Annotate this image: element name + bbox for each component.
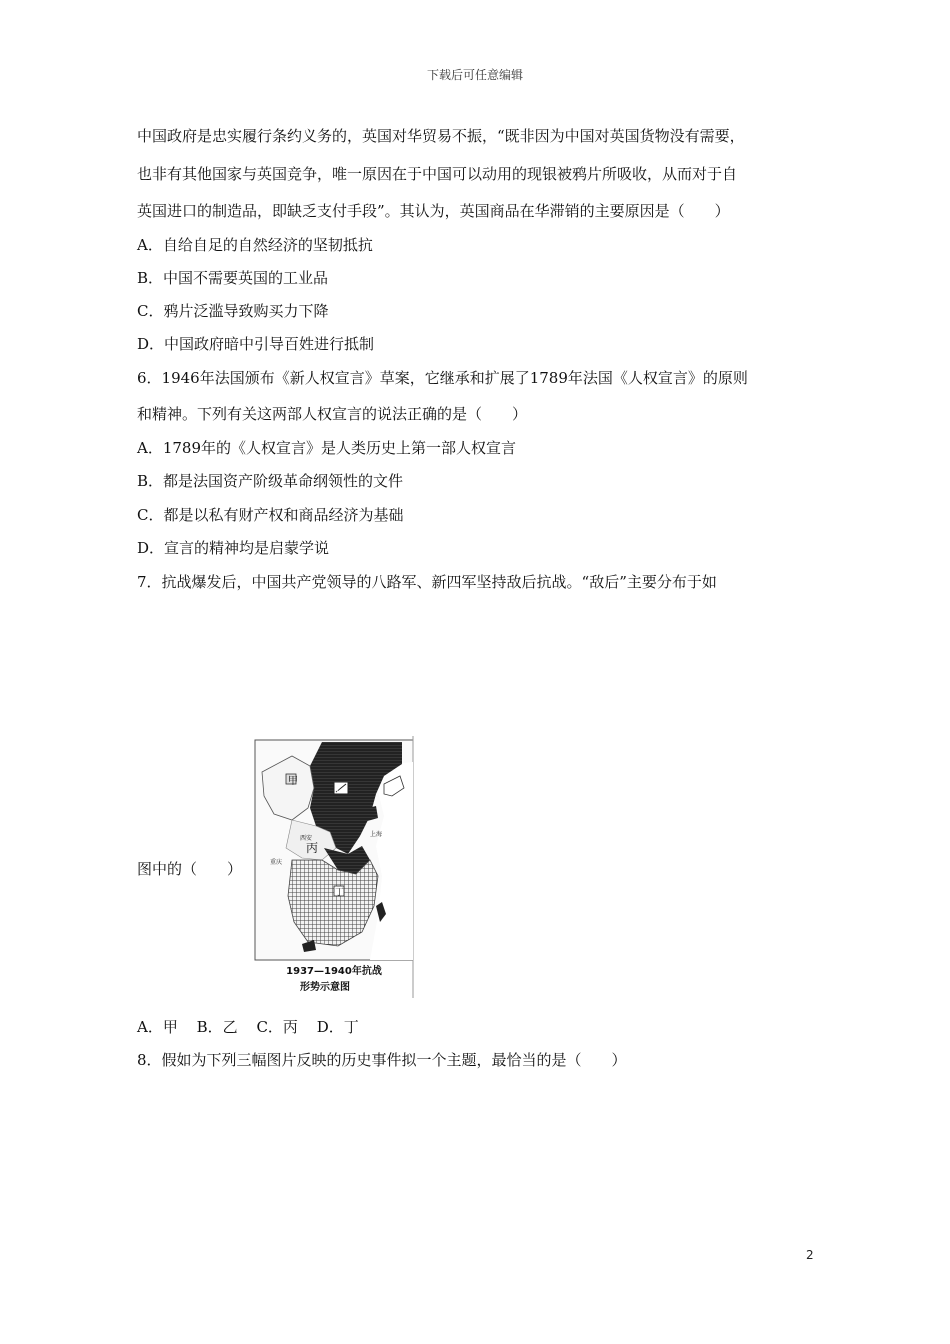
map-label-jia: 甲 (288, 776, 298, 787)
q7-options (137, 1016, 373, 1037)
q5-option-a: A．自给自足的自然经济的坚韧抵抗 (137, 236, 373, 254)
map-caption-2: 形势示意图 (300, 982, 350, 993)
q7-option-b: B．乙 (196, 1018, 238, 1036)
q6-line-1: 6．1946年法国颁布《新人权宣言》草案，它继承和扩展了1789年法国《人权宣言》的原则 (137, 369, 748, 387)
q7-line-2: 图中的（ ） (137, 860, 243, 878)
map-label-ding: 丁 (335, 888, 345, 898)
q5-line-1: 中国政府是忠实履行条约义务的，英国对华贸易不振，“既非因为中国对英国货物没有需要， (137, 127, 745, 145)
map-label-yi: 乙 (336, 785, 346, 795)
q6-option-a: A．1789年的《人权宣言》是人类历史上第一部人权宣言 (137, 439, 517, 457)
q7-line-1: 7．抗战爆发后，中国共产党领导的八路军、新四军坚持敌后抗战。“敌后”主要分布于如 (137, 573, 717, 591)
q7-option-a: A．甲 (137, 1018, 178, 1036)
q6-option-d: D．宣言的精神均是启蒙学说 (137, 539, 330, 557)
q6-option-c: C．都是以私有财产权和商品经济为基础 (137, 506, 404, 524)
q7-option-c: C．丙 (256, 1018, 298, 1036)
header-note: 下载后可任意编辑 (426, 68, 523, 82)
map-caption-1: 1937—1940年抗战 (286, 966, 382, 977)
q6-line-2: 和精神。下列有关这两部人权宣言的说法正确的是（ ） (137, 405, 528, 423)
q5-option-d: D．中国政府暗中引导百姓进行抵制 (137, 335, 375, 353)
war-situation-map (252, 736, 416, 998)
q5-line-3: 英国进口的制造品，即缺乏支付手段”。其认为，英国商品在华滞销的主要原因是（ ） (137, 202, 730, 220)
q8-line: 8．假如为下列三幅图片反映的历史事件拟一个主题，最恰当的是（ ） (137, 1051, 627, 1069)
q5-option-c: C．鸦片泛滥导致购买力下降 (137, 302, 329, 320)
map-label-bing: 丙 (306, 841, 319, 855)
q5-line-2: 也非有其他国家与英国竞争，唯一原因在于中国可以动用的现银被鸦片所吸收，从而对于自 (137, 165, 738, 183)
q7-option-d: D．丁 (316, 1018, 359, 1036)
q6-option-b: B．都是法国资产阶级革命纲领性的文件 (137, 472, 404, 490)
map-label-chongqing: 重庆 (270, 859, 283, 866)
map-label-xian: 西安 (300, 835, 313, 842)
page-number: 2 (806, 1248, 814, 1262)
map-label-shanghai: 上海 (370, 831, 383, 838)
q5-option-b: B．中国不需要英国的工业品 (137, 269, 329, 287)
